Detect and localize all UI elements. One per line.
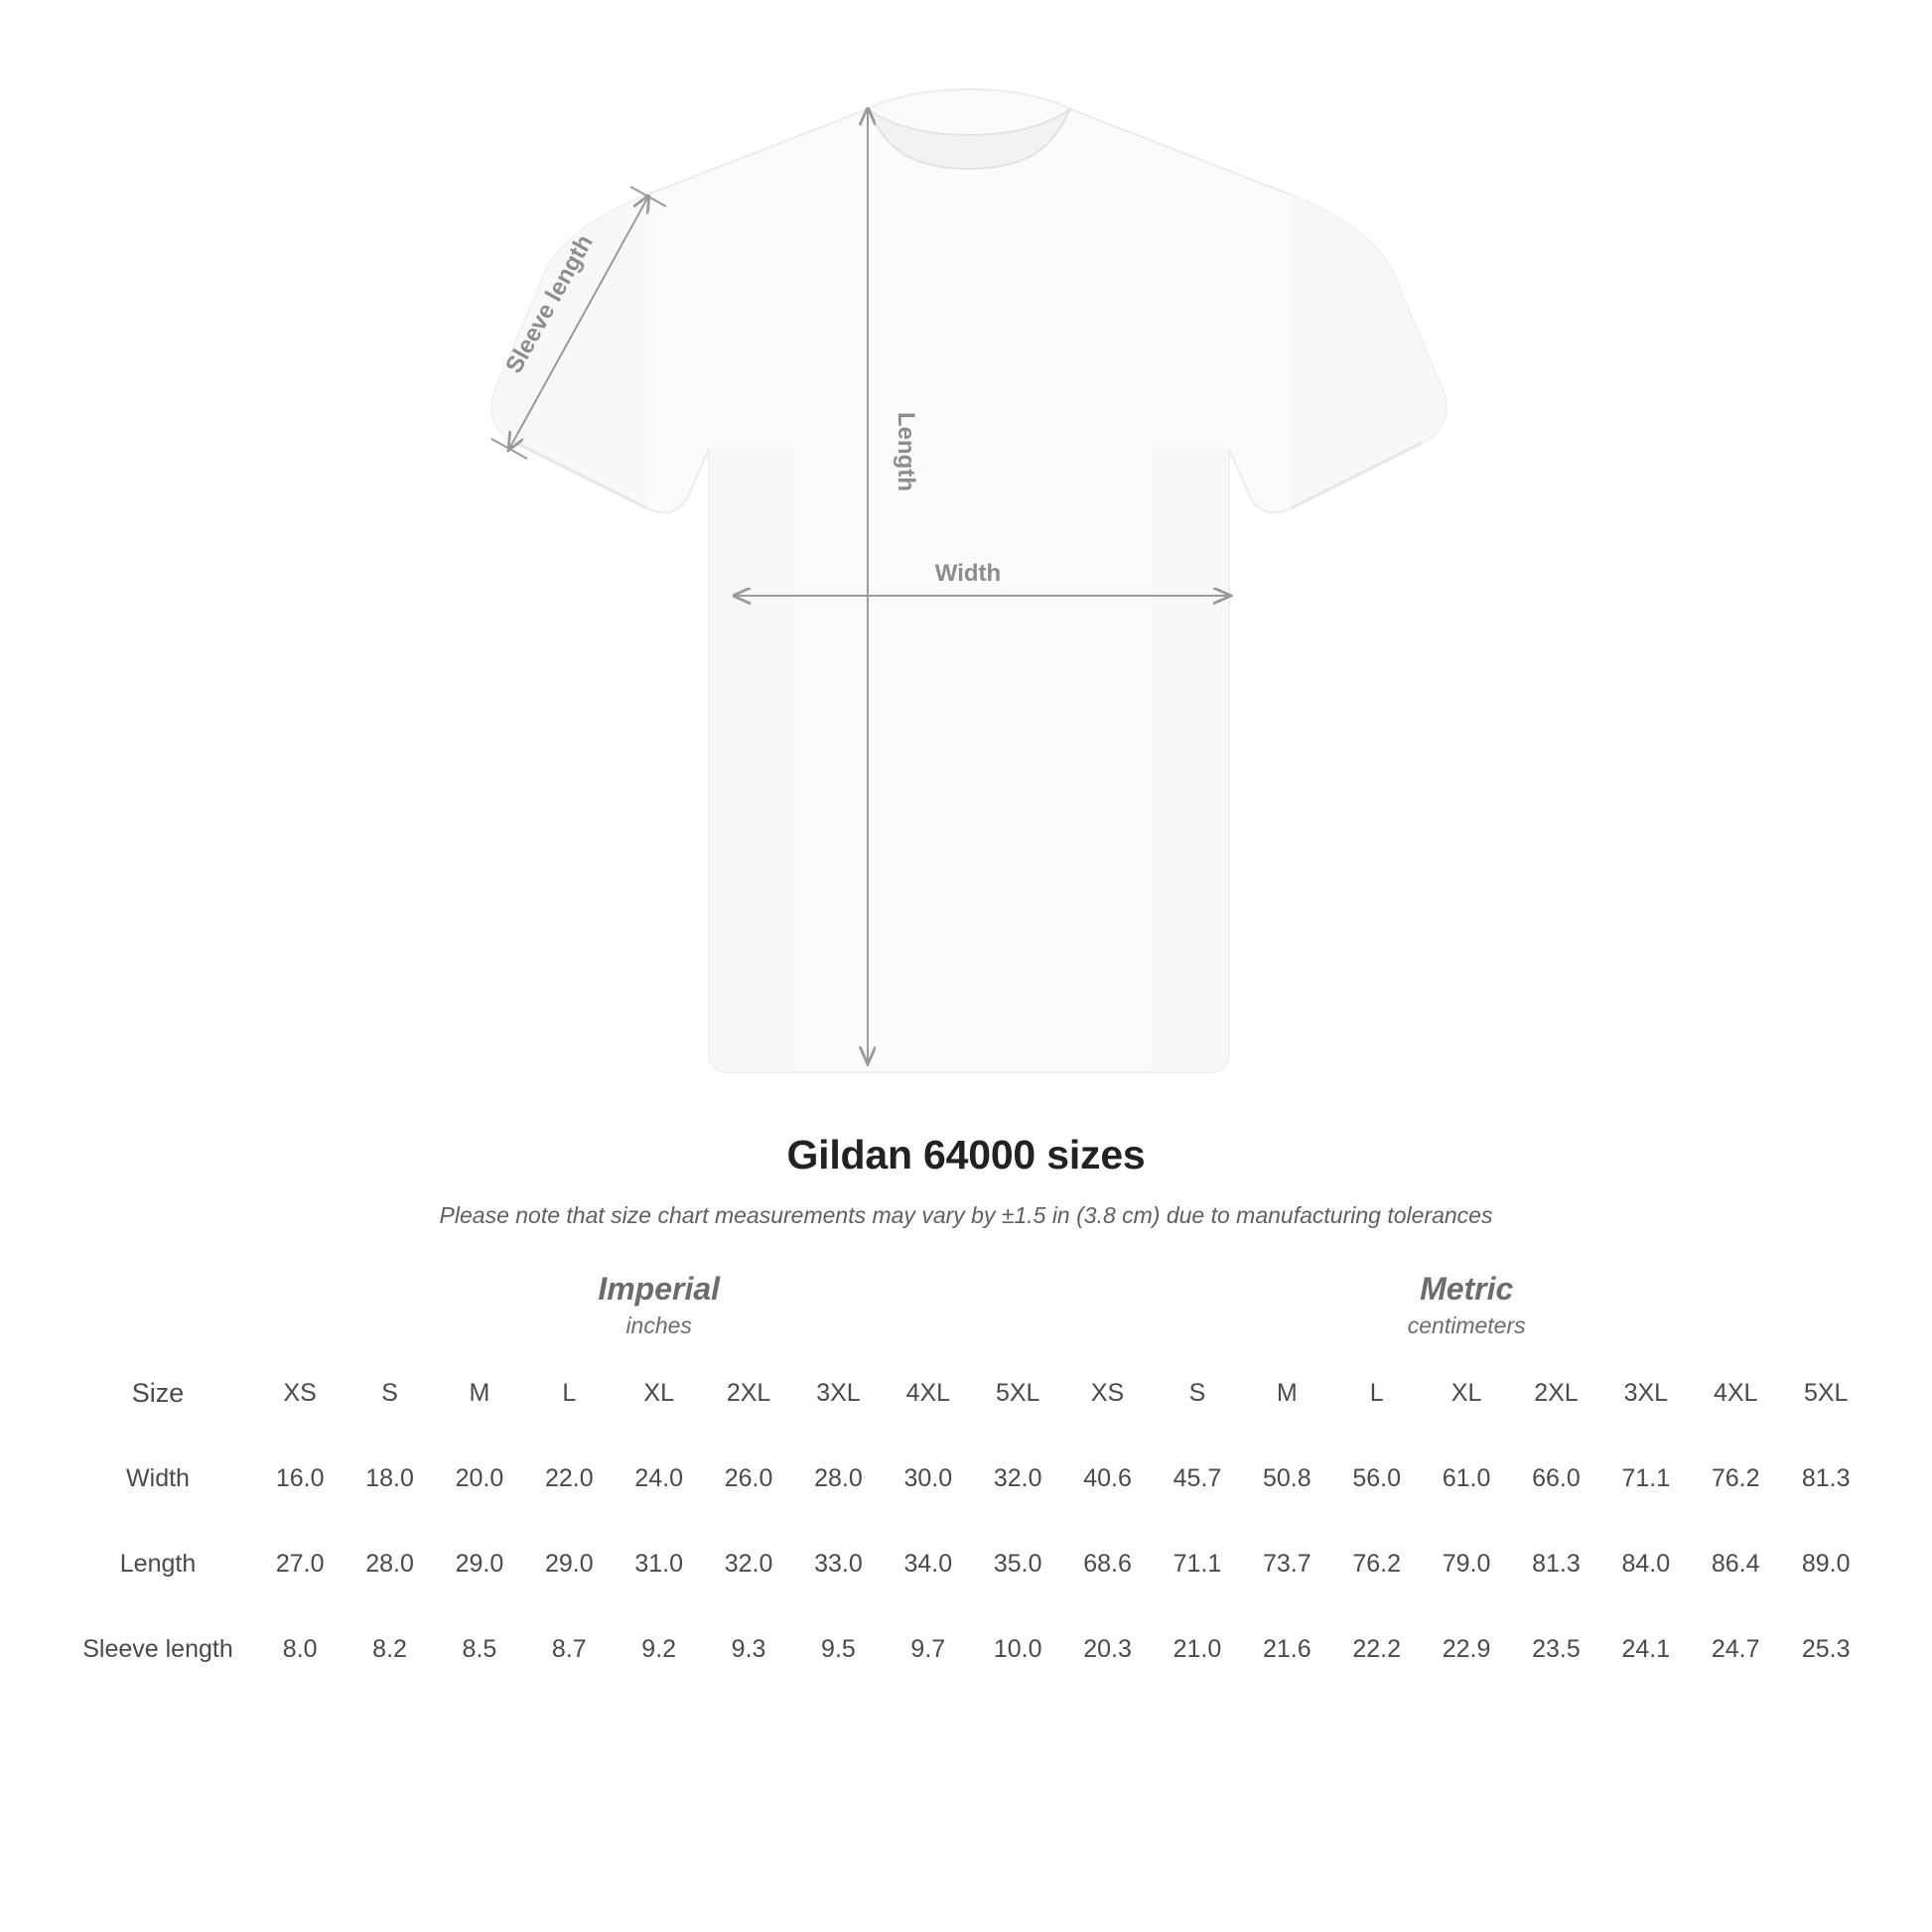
title-block xyxy=(0,1132,1932,1229)
table-cell: 28.0 xyxy=(793,1436,883,1521)
table-cell: 24.1 xyxy=(1601,1606,1691,1692)
unit-sub-metric: centimeters xyxy=(1407,1312,1526,1338)
size-header-cell: XS xyxy=(255,1350,345,1436)
table-cell: 32.0 xyxy=(704,1521,793,1606)
table-cell: 24.0 xyxy=(615,1436,704,1521)
table-cell: 23.5 xyxy=(1511,1606,1600,1692)
size-header-cell: 3XL xyxy=(793,1350,883,1436)
size-header-cell: S xyxy=(1153,1350,1242,1436)
size-header-cell: 5XL xyxy=(1780,1350,1870,1436)
size-header-cell: 2XL xyxy=(704,1350,793,1436)
table-cell: 27.0 xyxy=(255,1521,345,1606)
table-cell: 9.5 xyxy=(793,1606,883,1692)
size-table-wrapper xyxy=(62,1265,1870,1692)
size-header-cell: 2XL xyxy=(1511,1350,1600,1436)
table-cell: 81.3 xyxy=(1511,1521,1600,1606)
table-cell: 25.3 xyxy=(1780,1606,1870,1692)
table-cell: 66.0 xyxy=(1511,1436,1600,1521)
table-cell: 18.0 xyxy=(345,1436,434,1521)
size-header-cell: XS xyxy=(1062,1350,1152,1436)
table-cell: 21.0 xyxy=(1153,1606,1242,1692)
length-label: Length xyxy=(893,412,919,491)
size-header-cell: 4XL xyxy=(884,1350,973,1436)
table-cell: 10.0 xyxy=(973,1606,1062,1692)
table-cell: 8.5 xyxy=(435,1606,524,1692)
table-cell: 9.7 xyxy=(884,1606,973,1692)
unit-header-spacer xyxy=(62,1265,255,1350)
page-title: Gildan 64000 sizes xyxy=(786,1132,1146,1177)
table-cell: 22.0 xyxy=(524,1436,614,1521)
size-header-cell: S xyxy=(345,1350,434,1436)
table-cell: 9.3 xyxy=(704,1606,793,1692)
table-cell: 8.0 xyxy=(255,1606,345,1692)
size-header-cell: M xyxy=(1242,1350,1331,1436)
size-header-cell: M xyxy=(435,1350,524,1436)
row-label-width: Width xyxy=(62,1436,255,1521)
table-cell: 84.0 xyxy=(1601,1521,1691,1606)
table-cell: 28.0 xyxy=(345,1521,434,1606)
table-cell: 29.0 xyxy=(435,1521,524,1606)
size-header-cell: L xyxy=(524,1350,614,1436)
table-cell: 56.0 xyxy=(1332,1436,1422,1521)
table-cell: 35.0 xyxy=(973,1521,1062,1606)
size-header-cell: 4XL xyxy=(1691,1350,1780,1436)
table-cell: 20.0 xyxy=(435,1436,524,1521)
table-cell: 71.1 xyxy=(1601,1436,1691,1521)
unit-header-metric xyxy=(1062,1265,1870,1350)
table-cell: 33.0 xyxy=(793,1521,883,1606)
size-table xyxy=(62,1265,1870,1692)
sleeve-length-label: Sleeve length xyxy=(500,230,599,378)
unit-header-imperial xyxy=(255,1265,1062,1350)
size-header-cell: XL xyxy=(615,1350,704,1436)
table-cell: 20.3 xyxy=(1062,1606,1152,1692)
size-header-cell: 5XL xyxy=(973,1350,1062,1436)
table-cell: 24.7 xyxy=(1691,1606,1780,1692)
table-cell: 86.4 xyxy=(1691,1521,1780,1606)
table-cell: 34.0 xyxy=(884,1521,973,1606)
unit-name-metric: Metric xyxy=(1420,1271,1514,1308)
table-cell: 45.7 xyxy=(1153,1436,1242,1521)
table-cell: 29.0 xyxy=(524,1521,614,1606)
table-cell: 40.6 xyxy=(1062,1436,1152,1521)
table-cell: 50.8 xyxy=(1242,1436,1331,1521)
table-cell: 76.2 xyxy=(1332,1521,1422,1606)
table-cell: 71.1 xyxy=(1153,1521,1242,1606)
table-cell: 61.0 xyxy=(1422,1436,1511,1521)
table-cell: 16.0 xyxy=(255,1436,345,1521)
width-label: Width xyxy=(934,560,1002,587)
row-label-length: Length xyxy=(62,1521,255,1606)
table-cell: 79.0 xyxy=(1422,1521,1511,1606)
size-header-cell: L xyxy=(1332,1350,1422,1436)
size-header-row xyxy=(62,1350,1870,1436)
size-header-cell: XL xyxy=(1422,1350,1511,1436)
table-cell: 89.0 xyxy=(1780,1521,1870,1606)
size-header-cell: 3XL xyxy=(1601,1350,1691,1436)
unit-header-row xyxy=(62,1265,1870,1350)
table-cell: 22.2 xyxy=(1332,1606,1422,1692)
table-cell: 30.0 xyxy=(884,1436,973,1521)
table-cell: 8.7 xyxy=(524,1606,614,1692)
table-cell: 26.0 xyxy=(704,1436,793,1521)
table-row xyxy=(62,1436,1870,1521)
table-cell: 76.2 xyxy=(1691,1436,1780,1521)
table-cell: 81.3 xyxy=(1780,1436,1870,1521)
table-row xyxy=(62,1606,1870,1692)
row-label-sleeve-length: Sleeve length xyxy=(62,1606,255,1692)
table-cell: 22.9 xyxy=(1422,1606,1511,1692)
table-cell: 8.2 xyxy=(345,1606,434,1692)
table-cell: 31.0 xyxy=(615,1521,704,1606)
unit-sub-imperial: inches xyxy=(625,1312,692,1338)
table-cell: 68.6 xyxy=(1062,1521,1152,1606)
table-cell: 9.2 xyxy=(615,1606,704,1692)
size-header-label: Size xyxy=(62,1350,255,1436)
table-cell: 73.7 xyxy=(1242,1521,1331,1606)
unit-name-imperial: Imperial xyxy=(598,1271,721,1308)
tolerance-note: Please note that size chart measurements may vary by ±1.5 in (3.8 cm) due to manufacturing tolerances xyxy=(439,1202,1493,1228)
table-cell: 32.0 xyxy=(973,1436,1062,1521)
table-row xyxy=(62,1521,1870,1606)
table-cell: 21.6 xyxy=(1242,1606,1331,1692)
